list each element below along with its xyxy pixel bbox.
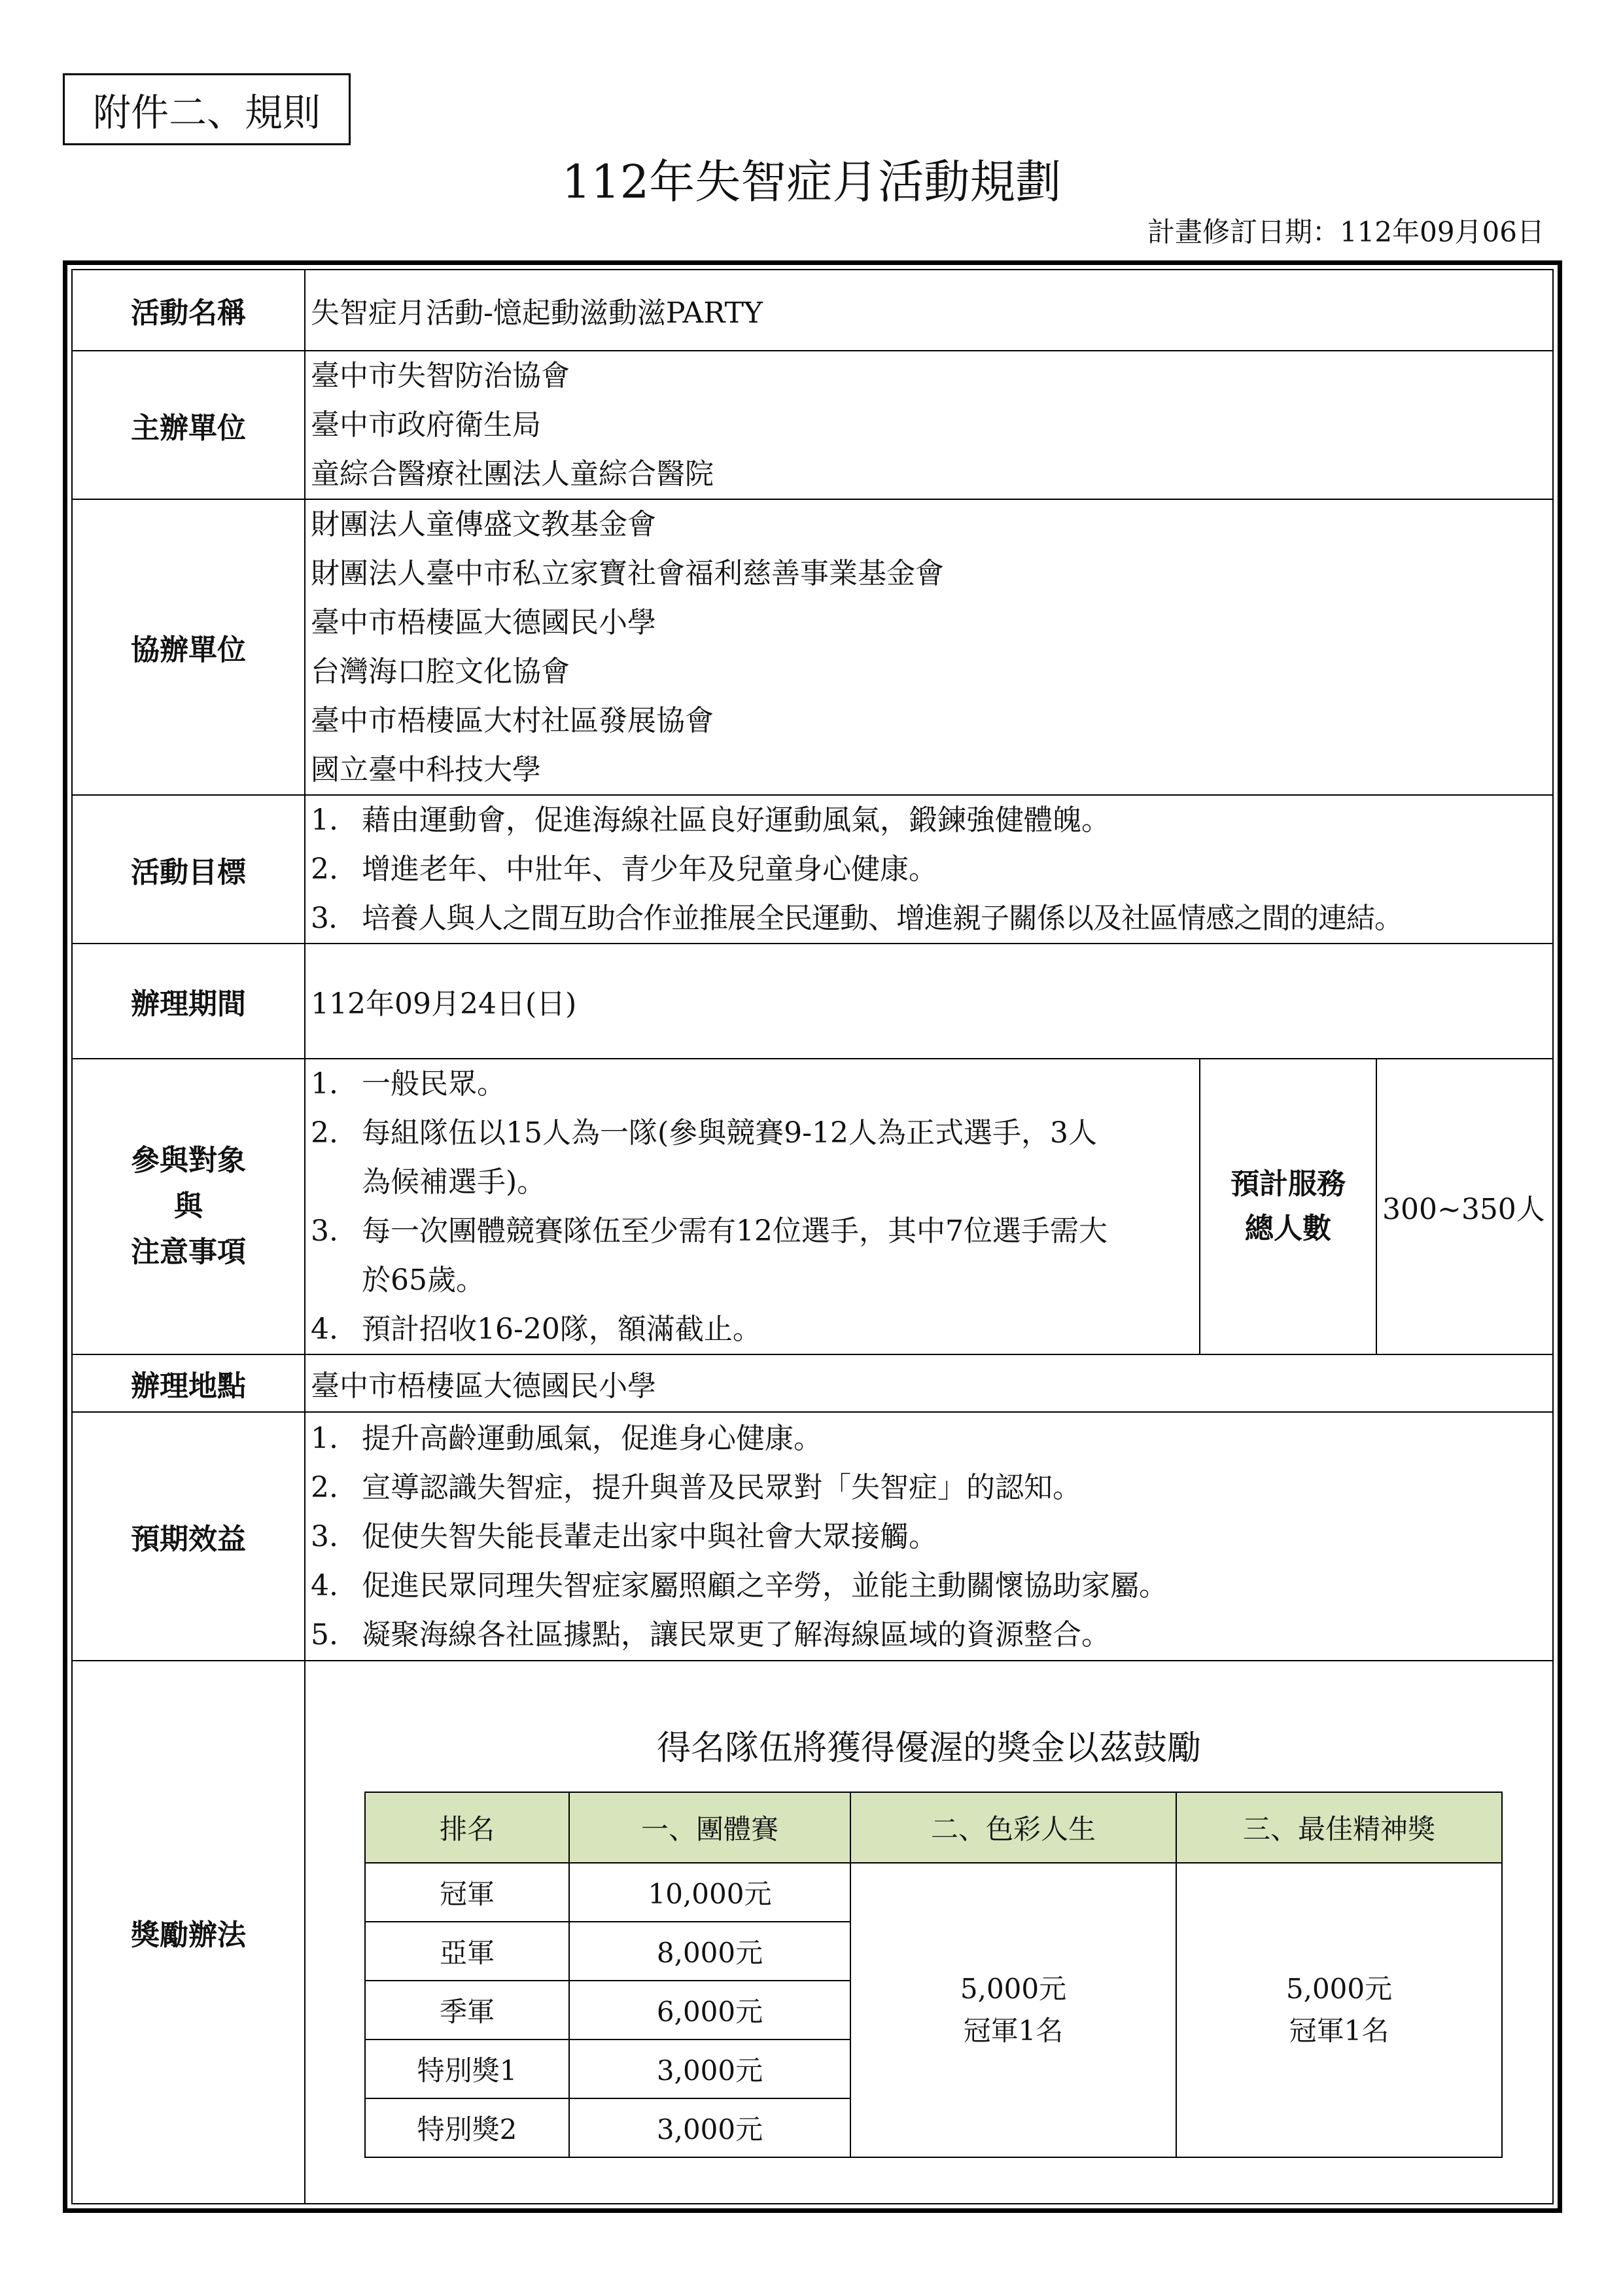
prize-header: 排名 xyxy=(365,1792,569,1863)
benefit-text: 凝聚海線各社區據點，讓民眾更了解海線區域的資源整合。 xyxy=(362,1617,1110,1651)
participants-label-line: 與 xyxy=(174,1190,203,1223)
value-organizer xyxy=(305,351,1553,499)
goal-item xyxy=(311,796,1547,845)
benefit-text: 宣導認識失智症，提升與普及民眾對「失智症」的認知。 xyxy=(362,1470,1081,1504)
color-life-amount: 5,000元 xyxy=(960,1973,1067,2005)
participant-text: 一般民眾。 xyxy=(362,1067,506,1101)
service-label-line: 總人數 xyxy=(1244,1212,1331,1245)
goal-item xyxy=(311,845,1547,894)
prize-row xyxy=(365,1863,1502,1922)
benefit-text: 提升高齡運動風氣，促進身心健康。 xyxy=(362,1421,822,1455)
participant-number: 4. xyxy=(311,1313,338,1346)
benefit-number: 1. xyxy=(311,1421,338,1455)
prize-amount: 8,000元 xyxy=(569,1922,850,1981)
benefit-number: 3. xyxy=(311,1519,338,1553)
participant-item xyxy=(311,1108,1194,1157)
organizer-item: 臺中市政府衛生局 xyxy=(311,408,541,442)
co-organizer-item: 財團法人童傳盛文教基金會 xyxy=(311,508,656,541)
participant-item xyxy=(311,1305,1194,1354)
revised-date: 計畫修訂日期：112年09月06日 xyxy=(1147,216,1544,248)
goal-number: 3. xyxy=(311,902,337,935)
row-activity-name xyxy=(72,270,1553,351)
label-rewards: 獎勵辦法 xyxy=(72,1661,305,2204)
participants-label-line: 注意事項 xyxy=(131,1235,246,1269)
value-co-organizer xyxy=(305,499,1553,795)
co-organizer-item: 台灣海口腔文化協會 xyxy=(311,655,570,688)
goal-item xyxy=(311,894,1547,943)
plan-table xyxy=(71,269,1554,2204)
benefit-number: 4. xyxy=(311,1568,338,1602)
value-service-count: 300~350人 xyxy=(1376,1059,1553,1354)
participant-text: 每一次團體競賽隊伍至少需有12位選手，其中7位選手需大 xyxy=(362,1214,1108,1248)
prize-rank: 亞軍 xyxy=(365,1922,569,1981)
participant-item xyxy=(311,1207,1194,1256)
rewards-title: 得名隊伍將獲得優渥的獎金以茲鼓勵 xyxy=(656,1729,1201,1768)
prize-best-spirit xyxy=(1176,1863,1502,2157)
benefit-number: 5. xyxy=(311,1617,338,1651)
label-period: 辦理期間 xyxy=(72,944,305,1059)
row-benefits xyxy=(72,1412,1553,1661)
co-organizer-item: 臺中市梧棲區大村社區發展協會 xyxy=(311,704,714,737)
co-organizer-item: 財團法人臺中市私立家寶社會福利慈善事業基金會 xyxy=(311,557,944,590)
prize-amount: 10,000元 xyxy=(569,1863,850,1922)
co-organizer-item: 國立臺中科技大學 xyxy=(311,753,541,786)
benefit-number: 2. xyxy=(311,1470,338,1504)
benefit-item xyxy=(311,1512,1547,1561)
goal-number: 1. xyxy=(311,804,338,837)
row-rewards xyxy=(72,1661,1553,2204)
row-period xyxy=(72,944,1553,1059)
prize-rank: 特別獎2 xyxy=(365,2098,569,2157)
participant-number: 3. xyxy=(311,1214,338,1248)
participant-text: 每組隊伍以15人為一隊(參與競賽9-12人為正式選手，3人 xyxy=(362,1116,1097,1150)
value-goals xyxy=(305,795,1553,944)
row-location xyxy=(72,1354,1553,1412)
prize-amount: 3,000元 xyxy=(569,2040,850,2098)
value-activity-name: 失智症月活動-憶起動滋動滋PARTY xyxy=(305,270,1553,351)
prize-amount: 6,000元 xyxy=(569,1981,850,2040)
prize-header: 一、團體賽 xyxy=(569,1792,850,1863)
color-life-note: 冠軍1名 xyxy=(963,2015,1064,2047)
label-co-organizer: 協辦單位 xyxy=(72,499,305,795)
benefit-text: 促進民眾同理失智症家屬照顧之辛勞，並能主動關懷協助家屬。 xyxy=(362,1568,1168,1602)
label-participants xyxy=(72,1059,305,1354)
best-spirit-amount: 5,000元 xyxy=(1285,1973,1393,2005)
plan-table-frame xyxy=(63,260,1562,2213)
prize-rank: 特別獎1 xyxy=(365,2040,569,2098)
attachment-label: 附件二、規則 xyxy=(63,73,351,145)
benefit-item xyxy=(311,1610,1547,1659)
prize-header: 三、最佳精神獎 xyxy=(1176,1792,1502,1863)
label-location: 辦理地點 xyxy=(72,1354,305,1412)
label-activity-name: 活動名稱 xyxy=(72,270,305,351)
value-participants xyxy=(305,1059,1200,1354)
best-spirit-note: 冠軍1名 xyxy=(1289,2015,1389,2047)
page-title: 112年失智症月活動規劃 xyxy=(561,155,1062,209)
participant-item-cont: 為候補選手)。 xyxy=(362,1165,546,1199)
value-benefits xyxy=(305,1412,1553,1661)
participant-number: 2. xyxy=(311,1116,338,1150)
value-rewards xyxy=(305,1661,1553,2204)
row-organizer xyxy=(72,351,1553,499)
row-participants xyxy=(72,1059,1553,1354)
prize-rank: 季軍 xyxy=(365,1981,569,2040)
co-organizer-item: 臺中市梧棲區大德國民小學 xyxy=(311,606,656,639)
organizer-item: 臺中市失智防治協會 xyxy=(311,359,570,393)
organizer-item: 童綜合醫療社團法人童綜合醫院 xyxy=(311,457,714,491)
goal-text: 藉由運動會，促進海線社區良好運動風氣，鍛鍊強健體魄。 xyxy=(362,804,1110,837)
goal-text: 增進老年、中壯年、青少年及兒童身心健康。 xyxy=(362,853,937,886)
prize-amount: 3,000元 xyxy=(569,2098,850,2157)
row-goals xyxy=(72,795,1553,944)
prize-header-row xyxy=(365,1792,1502,1863)
label-service-count xyxy=(1200,1059,1376,1354)
goal-text: 培養人與人之間互助合作並推展全民運動、增進親子關係以及社區情感之間的連結。 xyxy=(362,902,1403,935)
label-goals: 活動目標 xyxy=(72,795,305,944)
benefit-item xyxy=(311,1414,1547,1463)
value-location: 臺中市梧棲區大德國民小學 xyxy=(305,1354,1553,1412)
goal-number: 2. xyxy=(311,853,338,886)
prize-header: 二、色彩人生 xyxy=(850,1792,1176,1863)
participant-item-cont: 於65歲。 xyxy=(362,1263,485,1297)
prize-color-life xyxy=(850,1863,1176,2157)
service-label-line: 預計服務 xyxy=(1230,1167,1346,1201)
prize-rank: 冠軍 xyxy=(365,1863,569,1922)
participants-label-line: 參與對象 xyxy=(131,1144,246,1177)
value-period: 112年09月24日(日) xyxy=(305,944,1553,1059)
prize-table xyxy=(364,1792,1503,2158)
benefit-item xyxy=(311,1561,1547,1610)
participant-text: 預計招收16-20隊，額滿截止。 xyxy=(362,1313,761,1346)
benefit-item xyxy=(311,1463,1547,1512)
label-benefits: 預期效益 xyxy=(72,1412,305,1661)
participant-item xyxy=(311,1059,1194,1108)
benefit-text: 促使失智失能長輩走出家中與社會大眾接觸。 xyxy=(362,1519,937,1553)
row-co-organizer xyxy=(72,499,1553,795)
participant-number: 1. xyxy=(311,1067,338,1101)
label-organizer: 主辦單位 xyxy=(72,351,305,499)
